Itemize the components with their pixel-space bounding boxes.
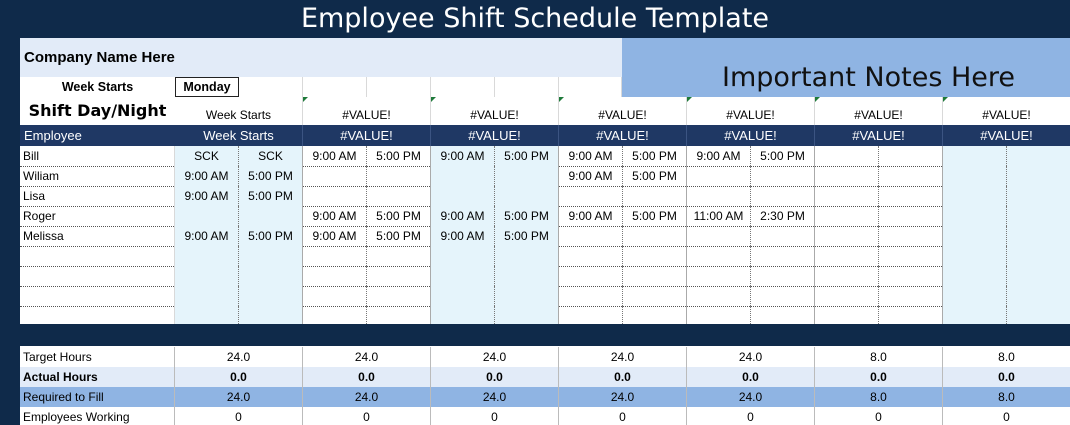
employee-name-cell[interactable]: Wiliam xyxy=(20,166,175,186)
summary-value: 0.0 xyxy=(687,367,815,387)
shift-cell[interactable]: 9:00 AM xyxy=(175,186,239,206)
shift-cell[interactable]: 9:00 AM xyxy=(431,146,495,166)
employee-name-cell[interactable]: Lisa xyxy=(20,186,175,206)
shift-cell[interactable] xyxy=(303,246,367,266)
error-indicator-icon xyxy=(943,97,948,102)
shift-cell[interactable]: 5:00 PM xyxy=(495,226,559,246)
shift-cell[interactable] xyxy=(239,246,303,266)
shift-cell[interactable]: 5:00 PM xyxy=(623,206,687,226)
summary-value: 8.0 xyxy=(943,387,1070,407)
shift-cell[interactable] xyxy=(1007,206,1070,226)
shift-cell[interactable] xyxy=(495,246,559,266)
shift-cell[interactable] xyxy=(303,286,367,306)
employee-name-cell[interactable]: Bill xyxy=(20,146,175,166)
day-column-header: #VALUE! xyxy=(303,125,431,146)
employee-name-cell[interactable]: Melissa xyxy=(20,226,175,246)
shift-cell[interactable]: 9:00 AM xyxy=(303,146,367,166)
shift-cell[interactable]: SCK xyxy=(239,146,303,166)
blank-cell xyxy=(367,77,431,97)
summary-value: 24.0 xyxy=(559,387,687,407)
day-header-cell[interactable]: #VALUE! xyxy=(943,97,1070,125)
shift-cell[interactable] xyxy=(879,306,943,326)
summary-value: 24.0 xyxy=(559,347,687,367)
shift-cell[interactable] xyxy=(559,246,623,266)
error-indicator-icon xyxy=(303,97,308,102)
summary-value: 0.0 xyxy=(943,367,1070,387)
shift-cell[interactable]: 5:00 PM xyxy=(367,226,431,246)
shift-cell[interactable] xyxy=(1007,266,1070,286)
summary-value: 0.0 xyxy=(559,367,687,387)
shift-cell[interactable] xyxy=(687,186,751,206)
employee-name-cell[interactable] xyxy=(20,266,175,286)
error-indicator-icon xyxy=(687,97,692,102)
summary-row xyxy=(20,367,1070,388)
table-row xyxy=(20,186,1070,207)
summary-value: 24.0 xyxy=(431,387,559,407)
summary-value: 8.0 xyxy=(815,387,943,407)
shift-cell[interactable]: 9:00 AM xyxy=(303,206,367,226)
summary-value: 0.0 xyxy=(175,367,303,387)
shift-cell[interactable] xyxy=(879,206,943,226)
table-row xyxy=(20,246,1070,267)
summary-value: 24.0 xyxy=(687,387,815,407)
shift-cell[interactable]: 5:00 PM xyxy=(367,206,431,226)
shift-cell[interactable] xyxy=(815,166,879,186)
summary-row xyxy=(20,347,1070,368)
shift-cell[interactable]: 5:00 PM xyxy=(751,146,815,166)
error-indicator-icon xyxy=(815,97,820,102)
shift-cell[interactable] xyxy=(815,206,879,226)
summary-value: 0.0 xyxy=(815,367,943,387)
shift-cell[interactable] xyxy=(879,146,943,166)
shift-cell[interactable] xyxy=(687,266,751,286)
shift-cell[interactable] xyxy=(367,266,431,286)
day-header-cell[interactable]: #VALUE! xyxy=(687,97,815,125)
shift-cell[interactable]: 9:00 AM xyxy=(559,206,623,226)
employee-name-cell[interactable]: Roger xyxy=(20,206,175,226)
shift-cell[interactable] xyxy=(623,186,687,206)
summary-value: 0 xyxy=(559,407,687,425)
shift-cell[interactable] xyxy=(175,306,239,326)
summary-value: 0 xyxy=(303,407,431,425)
shift-cell[interactable] xyxy=(431,286,495,306)
shift-cell[interactable] xyxy=(1007,246,1070,266)
blank-cell xyxy=(495,77,559,97)
shift-cell[interactable] xyxy=(751,166,815,186)
shift-cell[interactable] xyxy=(175,246,239,266)
shift-cell[interactable] xyxy=(943,266,1007,286)
day-column-header: #VALUE! xyxy=(431,125,559,146)
shift-cell[interactable]: 9:00 AM xyxy=(559,166,623,186)
error-indicator-icon xyxy=(431,97,436,102)
shift-cell[interactable] xyxy=(943,166,1007,186)
shift-cell[interactable] xyxy=(687,226,751,246)
shift-cell[interactable] xyxy=(751,286,815,306)
day-column-header: Week Starts xyxy=(175,125,303,146)
shift-cell[interactable] xyxy=(431,186,495,206)
shift-cell[interactable] xyxy=(943,206,1007,226)
week-starts-label: Week Starts xyxy=(61,80,134,94)
shift-cell[interactable] xyxy=(815,306,879,326)
shift-cell[interactable] xyxy=(943,146,1007,166)
shift-cell[interactable] xyxy=(623,306,687,326)
shift-cell[interactable]: 5:00 PM xyxy=(239,226,303,246)
shift-cell[interactable] xyxy=(1007,166,1070,186)
shift-cell[interactable] xyxy=(495,306,559,326)
shift-cell[interactable] xyxy=(815,186,879,206)
shift-cell[interactable] xyxy=(559,286,623,306)
day-column-header: #VALUE! xyxy=(943,125,1070,146)
shift-day-night-label: Shift Day/Night xyxy=(28,101,167,120)
summary-value: 0 xyxy=(175,407,303,425)
day-header-cell[interactable]: #VALUE! xyxy=(303,97,431,125)
summary-value: 0.0 xyxy=(431,367,559,387)
shift-cell[interactable] xyxy=(367,186,431,206)
shift-cell[interactable]: 9:00 AM xyxy=(431,226,495,246)
shift-cell[interactable]: 5:00 PM xyxy=(623,146,687,166)
shift-cell[interactable] xyxy=(495,186,559,206)
shift-cell[interactable] xyxy=(687,166,751,186)
shift-cell[interactable] xyxy=(559,226,623,246)
shift-cell[interactable]: 9:00 AM xyxy=(175,226,239,246)
table-row xyxy=(20,166,1070,187)
shift-cell[interactable]: 9:00 AM xyxy=(687,146,751,166)
shift-cell[interactable] xyxy=(303,306,367,326)
shift-cell[interactable] xyxy=(1007,306,1070,326)
shift-cell[interactable] xyxy=(431,166,495,186)
shift-cell[interactable] xyxy=(943,306,1007,326)
summary-value: 24.0 xyxy=(431,347,559,367)
shift-cell[interactable] xyxy=(751,266,815,286)
week-start-day-input[interactable]: Monday xyxy=(175,77,239,97)
blank-cell xyxy=(239,77,303,97)
shift-cell[interactable] xyxy=(367,286,431,306)
shift-cell[interactable] xyxy=(175,286,239,306)
shift-cell[interactable] xyxy=(879,186,943,206)
shift-cell[interactable]: 2:30 PM xyxy=(751,206,815,226)
employee-name-cell[interactable] xyxy=(20,286,175,306)
shift-cell[interactable] xyxy=(239,266,303,286)
shift-cell[interactable] xyxy=(239,206,303,226)
shift-cell[interactable]: 5:00 PM xyxy=(623,166,687,186)
employee-name-cell[interactable] xyxy=(20,246,175,266)
schedule-sheet xyxy=(20,38,1070,425)
important-notes-cell[interactable]: Important Notes Here xyxy=(622,38,1070,97)
summary-row xyxy=(20,387,1070,408)
summary-label: Employees Working xyxy=(20,407,175,425)
summary-value: 8.0 xyxy=(943,347,1070,367)
shift-cell[interactable]: 5:00 PM xyxy=(239,186,303,206)
shift-cell[interactable]: 11:00 AM xyxy=(687,206,751,226)
shift-cell[interactable] xyxy=(751,246,815,266)
blank-cell xyxy=(303,77,367,97)
shift-cell[interactable] xyxy=(623,286,687,306)
table-row xyxy=(20,226,1070,247)
separator-band xyxy=(20,324,1070,346)
shift-cell[interactable] xyxy=(431,246,495,266)
summary-label: Required to Fill xyxy=(20,387,175,407)
day-column-header: #VALUE! xyxy=(687,125,815,146)
table-row xyxy=(20,266,1070,287)
shift-cell[interactable] xyxy=(367,166,431,186)
shift-cell[interactable] xyxy=(623,266,687,286)
shift-cell[interactable]: 9:00 AM xyxy=(431,206,495,226)
table-row xyxy=(20,206,1070,227)
summary-value: 24.0 xyxy=(175,387,303,407)
summary-value: 24.0 xyxy=(303,387,431,407)
summary-row xyxy=(20,407,1070,425)
summary-value: 0.0 xyxy=(303,367,431,387)
shift-cell[interactable] xyxy=(495,166,559,186)
shift-cell[interactable]: 5:00 PM xyxy=(239,166,303,186)
employee-column-header: Employee xyxy=(20,125,175,146)
shift-cell[interactable] xyxy=(815,246,879,266)
shift-cell[interactable] xyxy=(879,266,943,286)
shift-cell[interactable] xyxy=(751,186,815,206)
day-header-cell[interactable]: #VALUE! xyxy=(815,97,943,125)
employee-name-cell[interactable] xyxy=(20,306,175,326)
shift-cell[interactable] xyxy=(431,266,495,286)
shift-cell[interactable] xyxy=(687,246,751,266)
summary-value: 0 xyxy=(943,407,1070,425)
shift-cell[interactable]: SCK xyxy=(175,146,239,166)
shift-cell[interactable]: 5:00 PM xyxy=(495,146,559,166)
shift-cell[interactable]: 9:00 AM xyxy=(175,166,239,186)
shift-cell[interactable] xyxy=(751,226,815,246)
shift-cell[interactable]: 9:00 AM xyxy=(559,146,623,166)
shift-cell[interactable] xyxy=(815,146,879,166)
summary-value: 24.0 xyxy=(175,347,303,367)
error-indicator-icon xyxy=(559,97,564,102)
shift-cell[interactable]: 5:00 PM xyxy=(495,206,559,226)
shift-cell[interactable] xyxy=(687,306,751,326)
shift-cell[interactable] xyxy=(239,306,303,326)
summary-value: 24.0 xyxy=(303,347,431,367)
shift-cell[interactable] xyxy=(879,226,943,246)
shift-cell[interactable]: 9:00 AM xyxy=(303,226,367,246)
summary-value: 0 xyxy=(431,407,559,425)
day-column-header: #VALUE! xyxy=(815,125,943,146)
shift-cell[interactable] xyxy=(559,266,623,286)
shift-cell[interactable] xyxy=(623,246,687,266)
shift-cell[interactable] xyxy=(879,166,943,186)
shift-cell[interactable]: 5:00 PM xyxy=(367,146,431,166)
table-row xyxy=(20,286,1070,307)
summary-value: 0 xyxy=(687,407,815,425)
shift-cell[interactable] xyxy=(559,186,623,206)
day-column-header: #VALUE! xyxy=(559,125,687,146)
day-header-cell[interactable]: #VALUE! xyxy=(431,97,559,125)
shift-cell[interactable] xyxy=(623,226,687,246)
shift-cell[interactable] xyxy=(815,286,879,306)
shift-cell[interactable] xyxy=(943,226,1007,246)
summary-label: Target Hours xyxy=(20,347,175,367)
shift-cell[interactable] xyxy=(495,286,559,306)
shift-cell[interactable] xyxy=(367,246,431,266)
shift-cell[interactable] xyxy=(1007,146,1070,166)
shift-cell[interactable] xyxy=(431,306,495,326)
shift-cell[interactable] xyxy=(815,226,879,246)
shift-cell[interactable] xyxy=(879,286,943,306)
summary-value: 24.0 xyxy=(687,347,815,367)
shift-cell[interactable] xyxy=(1007,286,1070,306)
shift-cell[interactable] xyxy=(303,186,367,206)
day-header-cell[interactable]: #VALUE! xyxy=(559,97,687,125)
summary-value: 0 xyxy=(815,407,943,425)
summary-label: Actual Hours xyxy=(20,367,175,387)
summary-value: 8.0 xyxy=(815,347,943,367)
shift-cell[interactable] xyxy=(751,306,815,326)
table-row xyxy=(20,146,1070,167)
shift-cell[interactable] xyxy=(559,306,623,326)
shift-cell[interactable] xyxy=(687,286,751,306)
shift-cell[interactable] xyxy=(1007,186,1070,206)
shift-cell[interactable] xyxy=(175,206,239,226)
shift-cell[interactable] xyxy=(1007,226,1070,246)
blank-cell xyxy=(559,77,622,97)
shift-cell[interactable] xyxy=(495,266,559,286)
shift-cell[interactable] xyxy=(239,286,303,306)
shift-cell[interactable] xyxy=(303,166,367,186)
company-name-cell[interactable]: Company Name Here xyxy=(20,38,622,77)
blank-cell xyxy=(431,77,495,97)
shift-cell[interactable] xyxy=(175,266,239,286)
shift-cell[interactable] xyxy=(943,246,1007,266)
shift-cell[interactable] xyxy=(815,266,879,286)
day-header-cell[interactable]: Week Starts xyxy=(175,97,303,125)
page-title: Employee Shift Schedule Template xyxy=(300,3,770,34)
shift-cell[interactable] xyxy=(879,246,943,266)
shift-cell[interactable] xyxy=(367,306,431,326)
shift-cell[interactable] xyxy=(303,266,367,286)
shift-cell[interactable] xyxy=(943,286,1007,306)
shift-cell[interactable] xyxy=(943,186,1007,206)
